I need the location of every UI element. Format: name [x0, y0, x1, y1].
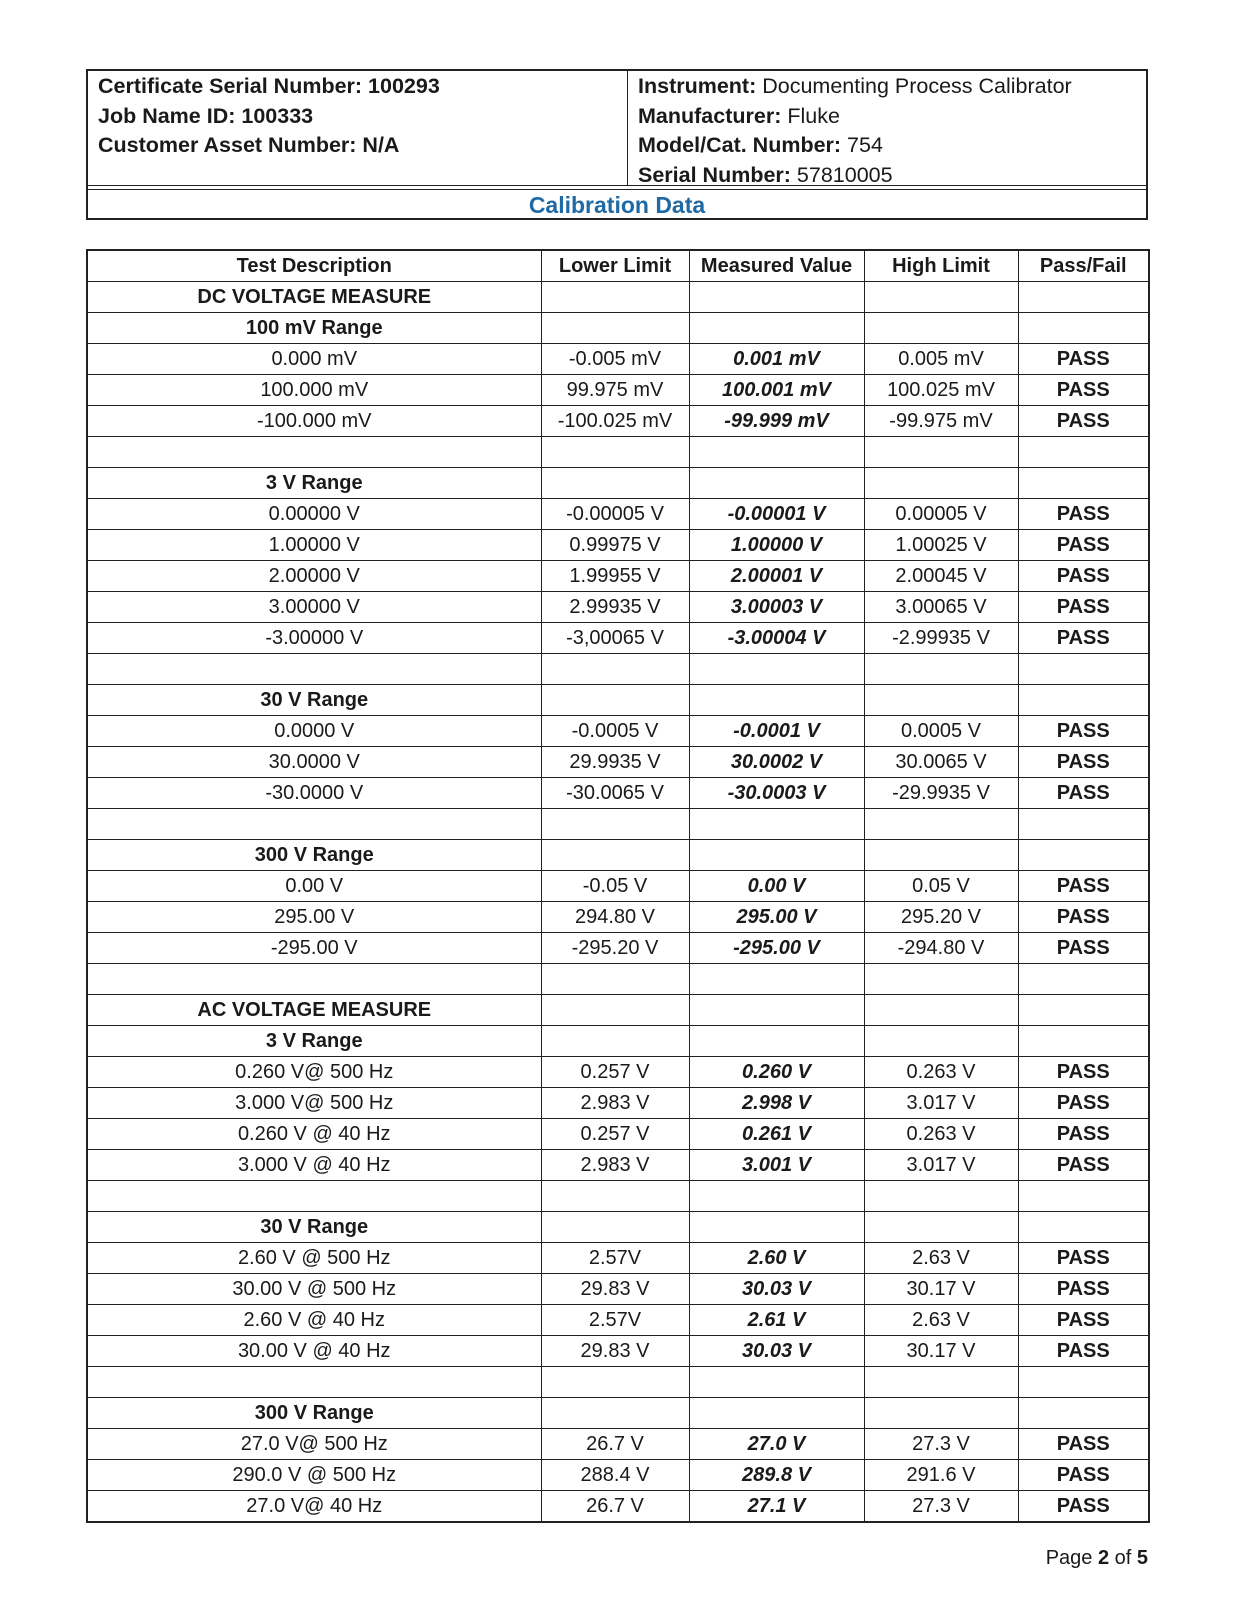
- pass-fail-cell: [1018, 313, 1149, 344]
- measured-value-cell: -295.00 V: [689, 933, 864, 964]
- pass-fail-cell: PASS: [1018, 778, 1149, 809]
- test-description-cell: 3 V Range: [87, 1026, 541, 1057]
- table-row: [87, 933, 1149, 964]
- range-row: [87, 1398, 1149, 1429]
- pass-fail-cell: [1018, 1398, 1149, 1429]
- lower-limit-cell: [541, 282, 689, 313]
- test-description-cell: 2.60 V @ 500 Hz: [87, 1243, 541, 1274]
- test-description-cell: -30.0000 V: [87, 778, 541, 809]
- blank-row: [87, 809, 1149, 840]
- pass-fail-cell: PASS: [1018, 1429, 1149, 1460]
- measured-value-cell: [689, 685, 864, 716]
- table-row: [87, 1088, 1149, 1119]
- lower-limit-cell: -0.005 mV: [541, 344, 689, 375]
- high-limit-cell: [864, 313, 1018, 344]
- measured-value-cell: 0.261 V: [689, 1119, 864, 1150]
- high-limit-cell: [864, 840, 1018, 871]
- measured-value-cell: 295.00 V: [689, 902, 864, 933]
- test-description-cell: [87, 437, 541, 468]
- measured-value-cell: [689, 1367, 864, 1398]
- range-row: [87, 840, 1149, 871]
- measured-value-cell: [689, 1398, 864, 1429]
- high-limit-cell: [864, 437, 1018, 468]
- test-description-cell: 1.00000 V: [87, 530, 541, 561]
- pass-fail-cell: PASS: [1018, 530, 1149, 561]
- pass-fail-cell: PASS: [1018, 1460, 1149, 1491]
- high-limit-cell: [864, 468, 1018, 499]
- pass-fail-cell: PASS: [1018, 1119, 1149, 1150]
- lower-limit-cell: -0.05 V: [541, 871, 689, 902]
- lower-limit-cell: 2.983 V: [541, 1088, 689, 1119]
- high-limit-cell: -294.80 V: [864, 933, 1018, 964]
- high-limit-cell: 27.3 V: [864, 1491, 1018, 1523]
- test-description-cell: -100.000 mV: [87, 406, 541, 437]
- table-row: [87, 375, 1149, 406]
- column-header: High Limit: [864, 250, 1018, 282]
- measured-value-cell: [689, 282, 864, 313]
- test-description-cell: 0.00000 V: [87, 499, 541, 530]
- lower-limit-cell: 288.4 V: [541, 1460, 689, 1491]
- test-description-cell: 30 V Range: [87, 1212, 541, 1243]
- high-limit-cell: 3.017 V: [864, 1150, 1018, 1181]
- lower-limit-cell: [541, 313, 689, 344]
- test-description-cell: 30.00 V @ 500 Hz: [87, 1274, 541, 1305]
- measured-value-cell: 27.1 V: [689, 1491, 864, 1523]
- range-row: [87, 1212, 1149, 1243]
- lower-limit-cell: 0.99975 V: [541, 530, 689, 561]
- test-description-cell: [87, 1367, 541, 1398]
- high-limit-cell: [864, 995, 1018, 1026]
- measured-value-cell: 30.0002 V: [689, 747, 864, 778]
- column-header: Pass/Fail: [1018, 250, 1149, 282]
- pass-fail-cell: [1018, 468, 1149, 499]
- column-header: Lower Limit: [541, 250, 689, 282]
- blank-row: [87, 1181, 1149, 1212]
- test-description-cell: 100.000 mV: [87, 375, 541, 406]
- column-header: Test Description: [87, 250, 541, 282]
- test-description-cell: 2.60 V @ 40 Hz: [87, 1305, 541, 1336]
- measured-value-cell: 1.00000 V: [689, 530, 864, 561]
- high-limit-cell: [864, 1367, 1018, 1398]
- test-description-cell: 300 V Range: [87, 840, 541, 871]
- column-header: Measured Value: [689, 250, 864, 282]
- test-description-cell: 290.0 V @ 500 Hz: [87, 1460, 541, 1491]
- test-description-cell: 30.00 V @ 40 Hz: [87, 1336, 541, 1367]
- high-limit-cell: 2.00045 V: [864, 561, 1018, 592]
- lower-limit-cell: [541, 1212, 689, 1243]
- job-name-id: Job Name ID: 100333: [98, 103, 314, 128]
- measured-value-cell: [689, 995, 864, 1026]
- pass-fail-cell: PASS: [1018, 902, 1149, 933]
- pass-fail-cell: [1018, 685, 1149, 716]
- high-limit-cell: [864, 1026, 1018, 1057]
- table-row: [87, 530, 1149, 561]
- lower-limit-cell: 26.7 V: [541, 1429, 689, 1460]
- measured-value-cell: 3.001 V: [689, 1150, 864, 1181]
- table-row: [87, 1429, 1149, 1460]
- blank-row: [87, 437, 1149, 468]
- pass-fail-cell: [1018, 809, 1149, 840]
- pass-fail-cell: PASS: [1018, 716, 1149, 747]
- lower-limit-cell: [541, 1026, 689, 1057]
- test-description-cell: 0.260 V @ 40 Hz: [87, 1119, 541, 1150]
- high-limit-cell: 1.00025 V: [864, 530, 1018, 561]
- pass-fail-cell: PASS: [1018, 1088, 1149, 1119]
- measured-value-cell: 27.0 V: [689, 1429, 864, 1460]
- test-description-cell: 100 mV Range: [87, 313, 541, 344]
- lower-limit-cell: 26.7 V: [541, 1491, 689, 1523]
- certificate-info: [88, 71, 628, 186]
- table-row: [87, 747, 1149, 778]
- pass-fail-cell: PASS: [1018, 1243, 1149, 1274]
- high-limit-cell: 0.263 V: [864, 1057, 1018, 1088]
- measured-value-cell: 0.001 mV: [689, 344, 864, 375]
- page-number: Page 2 of 5: [1045, 1547, 1148, 1569]
- pass-fail-cell: [1018, 840, 1149, 871]
- table-row: [87, 499, 1149, 530]
- measured-value-cell: -99.999 mV: [689, 406, 864, 437]
- lower-limit-cell: 29.83 V: [541, 1336, 689, 1367]
- measured-value-cell: -30.0003 V: [689, 778, 864, 809]
- table-row: [87, 1150, 1149, 1181]
- high-limit-cell: 3.017 V: [864, 1088, 1018, 1119]
- test-description-cell: 30 V Range: [87, 685, 541, 716]
- test-description-cell: 0.000 mV: [87, 344, 541, 375]
- measured-value-cell: 30.03 V: [689, 1336, 864, 1367]
- test-description-cell: 2.00000 V: [87, 561, 541, 592]
- measured-value-cell: 0.260 V: [689, 1057, 864, 1088]
- lower-limit-cell: -30.0065 V: [541, 778, 689, 809]
- instrument-info: [628, 71, 1146, 186]
- measured-value-cell: [689, 313, 864, 344]
- test-description-cell: 295.00 V: [87, 902, 541, 933]
- pass-fail-cell: [1018, 282, 1149, 313]
- measured-value-cell: 30.03 V: [689, 1274, 864, 1305]
- pass-fail-cell: PASS: [1018, 1150, 1149, 1181]
- pass-fail-cell: [1018, 964, 1149, 995]
- section-row: [87, 282, 1149, 313]
- lower-limit-cell: 0.257 V: [541, 1057, 689, 1088]
- section-row: [87, 995, 1149, 1026]
- table-row: [87, 1057, 1149, 1088]
- range-row: [87, 313, 1149, 344]
- lower-limit-cell: [541, 685, 689, 716]
- table-row: [87, 1274, 1149, 1305]
- lower-limit-cell: -100.025 mV: [541, 406, 689, 437]
- measured-value-cell: [689, 809, 864, 840]
- measured-value-cell: 2.60 V: [689, 1243, 864, 1274]
- table-row: [87, 623, 1149, 654]
- measured-value-cell: [689, 654, 864, 685]
- high-limit-cell: 3.00065 V: [864, 592, 1018, 623]
- pass-fail-cell: PASS: [1018, 871, 1149, 902]
- lower-limit-cell: 2.57V: [541, 1243, 689, 1274]
- high-limit-cell: 0.263 V: [864, 1119, 1018, 1150]
- high-limit-cell: [864, 1398, 1018, 1429]
- test-description-cell: 30.0000 V: [87, 747, 541, 778]
- table-row: [87, 902, 1149, 933]
- table-row: [87, 592, 1149, 623]
- table-body: [87, 282, 1149, 1523]
- pass-fail-cell: PASS: [1018, 1305, 1149, 1336]
- lower-limit-cell: 0.257 V: [541, 1119, 689, 1150]
- test-description-cell: DC VOLTAGE MEASURE: [87, 282, 541, 313]
- pass-fail-cell: PASS: [1018, 1491, 1149, 1523]
- lower-limit-cell: 2.99935 V: [541, 592, 689, 623]
- high-limit-cell: 30.17 V: [864, 1274, 1018, 1305]
- high-limit-cell: 0.00005 V: [864, 499, 1018, 530]
- table-row: [87, 1460, 1149, 1491]
- lower-limit-cell: [541, 840, 689, 871]
- lower-limit-cell: 2.57V: [541, 1305, 689, 1336]
- lower-limit-cell: 1.99955 V: [541, 561, 689, 592]
- high-limit-cell: [864, 809, 1018, 840]
- measured-value-cell: -3.00004 V: [689, 623, 864, 654]
- measured-value-cell: [689, 1181, 864, 1212]
- high-limit-cell: 0.05 V: [864, 871, 1018, 902]
- measured-value-cell: [689, 964, 864, 995]
- lower-limit-cell: -3,00065 V: [541, 623, 689, 654]
- pass-fail-cell: [1018, 1026, 1149, 1057]
- high-limit-cell: 291.6 V: [864, 1460, 1018, 1491]
- lower-limit-cell: -295.20 V: [541, 933, 689, 964]
- high-limit-cell: [864, 1181, 1018, 1212]
- high-limit-cell: 2.63 V: [864, 1305, 1018, 1336]
- table-row: [87, 871, 1149, 902]
- table-row: [87, 344, 1149, 375]
- measured-value-cell: 3.00003 V: [689, 592, 864, 623]
- table-row: [87, 716, 1149, 747]
- manufacturer-line: Manufacturer: Fluke: [638, 103, 840, 128]
- test-description-cell: 3 V Range: [87, 468, 541, 499]
- measured-value-cell: 100.001 mV: [689, 375, 864, 406]
- test-description-cell: [87, 964, 541, 995]
- test-description-cell: 0.0000 V: [87, 716, 541, 747]
- high-limit-cell: -2.99935 V: [864, 623, 1018, 654]
- pass-fail-cell: [1018, 654, 1149, 685]
- pass-fail-cell: [1018, 437, 1149, 468]
- pass-fail-cell: [1018, 1367, 1149, 1398]
- high-limit-cell: -99.975 mV: [864, 406, 1018, 437]
- measured-value-cell: 2.61 V: [689, 1305, 864, 1336]
- high-limit-cell: [864, 654, 1018, 685]
- measured-value-cell: -0.00001 V: [689, 499, 864, 530]
- lower-limit-cell: [541, 1181, 689, 1212]
- measured-value-cell: 0.00 V: [689, 871, 864, 902]
- lower-limit-cell: [541, 654, 689, 685]
- measured-value-cell: [689, 437, 864, 468]
- pass-fail-cell: [1018, 995, 1149, 1026]
- test-description-cell: 0.00 V: [87, 871, 541, 902]
- high-limit-cell: [864, 1212, 1018, 1243]
- test-description-cell: [87, 809, 541, 840]
- test-description-cell: [87, 654, 541, 685]
- table-row: [87, 1336, 1149, 1367]
- high-limit-cell: 2.63 V: [864, 1243, 1018, 1274]
- certificate-header: [86, 69, 1148, 220]
- test-description-cell: [87, 1181, 541, 1212]
- header-divider: [88, 185, 1146, 186]
- table-header-row: [87, 250, 1149, 282]
- high-limit-cell: [864, 685, 1018, 716]
- pass-fail-cell: PASS: [1018, 406, 1149, 437]
- pass-fail-cell: [1018, 1212, 1149, 1243]
- high-limit-cell: [864, 282, 1018, 313]
- pass-fail-cell: PASS: [1018, 1057, 1149, 1088]
- blank-row: [87, 1367, 1149, 1398]
- pass-fail-cell: PASS: [1018, 747, 1149, 778]
- high-limit-cell: -29.9935 V: [864, 778, 1018, 809]
- test-description-cell: 27.0 V@ 40 Hz: [87, 1491, 541, 1523]
- pass-fail-cell: PASS: [1018, 561, 1149, 592]
- pass-fail-cell: PASS: [1018, 344, 1149, 375]
- high-limit-cell: 295.20 V: [864, 902, 1018, 933]
- test-description-cell: 300 V Range: [87, 1398, 541, 1429]
- test-description-cell: 3.000 V@ 500 Hz: [87, 1088, 541, 1119]
- lower-limit-cell: [541, 1367, 689, 1398]
- serial-number-line: Serial Number: 57810005: [638, 162, 893, 187]
- instrument-line: Instrument: Documenting Process Calibrator: [638, 74, 1072, 98]
- lower-limit-cell: [541, 809, 689, 840]
- table-row: [87, 561, 1149, 592]
- measured-value-cell: [689, 840, 864, 871]
- measured-value-cell: [689, 468, 864, 499]
- lower-limit-cell: [541, 995, 689, 1026]
- measured-value-cell: 2.00001 V: [689, 561, 864, 592]
- lower-limit-cell: -0.0005 V: [541, 716, 689, 747]
- pass-fail-cell: PASS: [1018, 592, 1149, 623]
- test-description-cell: -3.00000 V: [87, 623, 541, 654]
- pass-fail-cell: PASS: [1018, 375, 1149, 406]
- table-row: [87, 1491, 1149, 1523]
- lower-limit-cell: [541, 437, 689, 468]
- range-row: [87, 685, 1149, 716]
- lower-limit-cell: [541, 964, 689, 995]
- section-title: Calibration Data: [528, 192, 706, 218]
- high-limit-cell: [864, 964, 1018, 995]
- pass-fail-cell: PASS: [1018, 933, 1149, 964]
- high-limit-cell: 0.0005 V: [864, 716, 1018, 747]
- measured-value-cell: -0.0001 V: [689, 716, 864, 747]
- test-description-cell: 3.000 V @ 40 Hz: [87, 1150, 541, 1181]
- test-description-cell: 3.00000 V: [87, 592, 541, 623]
- pass-fail-cell: [1018, 1181, 1149, 1212]
- blank-row: [87, 654, 1149, 685]
- high-limit-cell: 30.17 V: [864, 1336, 1018, 1367]
- pass-fail-cell: PASS: [1018, 1274, 1149, 1305]
- pass-fail-cell: PASS: [1018, 623, 1149, 654]
- lower-limit-cell: 99.975 mV: [541, 375, 689, 406]
- certificate-serial-number: Certificate Serial Number: 100293: [98, 74, 440, 98]
- test-description-cell: 0.260 V@ 500 Hz: [87, 1057, 541, 1088]
- high-limit-cell: 30.0065 V: [864, 747, 1018, 778]
- table-row: [87, 406, 1149, 437]
- pass-fail-cell: PASS: [1018, 499, 1149, 530]
- measured-value-cell: 2.998 V: [689, 1088, 864, 1119]
- test-description-cell: -295.00 V: [87, 933, 541, 964]
- table-row: [87, 1119, 1149, 1150]
- measured-value-cell: [689, 1212, 864, 1243]
- table-row: [87, 1243, 1149, 1274]
- lower-limit-cell: 294.80 V: [541, 902, 689, 933]
- table-row: [87, 778, 1149, 809]
- lower-limit-cell: [541, 1398, 689, 1429]
- lower-limit-cell: [541, 468, 689, 499]
- customer-asset-number: Customer Asset Number: N/A: [98, 133, 400, 157]
- pass-fail-cell: PASS: [1018, 1336, 1149, 1367]
- high-limit-cell: 27.3 V: [864, 1429, 1018, 1460]
- range-row: [87, 468, 1149, 499]
- high-limit-cell: 100.025 mV: [864, 375, 1018, 406]
- test-description-cell: AC VOLTAGE MEASURE: [87, 995, 541, 1026]
- lower-limit-cell: 29.83 V: [541, 1274, 689, 1305]
- lower-limit-cell: -0.00005 V: [541, 499, 689, 530]
- lower-limit-cell: 2.983 V: [541, 1150, 689, 1181]
- high-limit-cell: 0.005 mV: [864, 344, 1018, 375]
- test-description-cell: 27.0 V@ 500 Hz: [87, 1429, 541, 1460]
- blank-row: [87, 964, 1149, 995]
- measured-value-cell: 289.8 V: [689, 1460, 864, 1491]
- range-row: [87, 1026, 1149, 1057]
- measured-value-cell: [689, 1026, 864, 1057]
- model-number-line: Model/Cat. Number: 754: [638, 133, 883, 157]
- table-row: [87, 1305, 1149, 1336]
- calibration-data-table: [86, 249, 1150, 1523]
- lower-limit-cell: 29.9935 V: [541, 747, 689, 778]
